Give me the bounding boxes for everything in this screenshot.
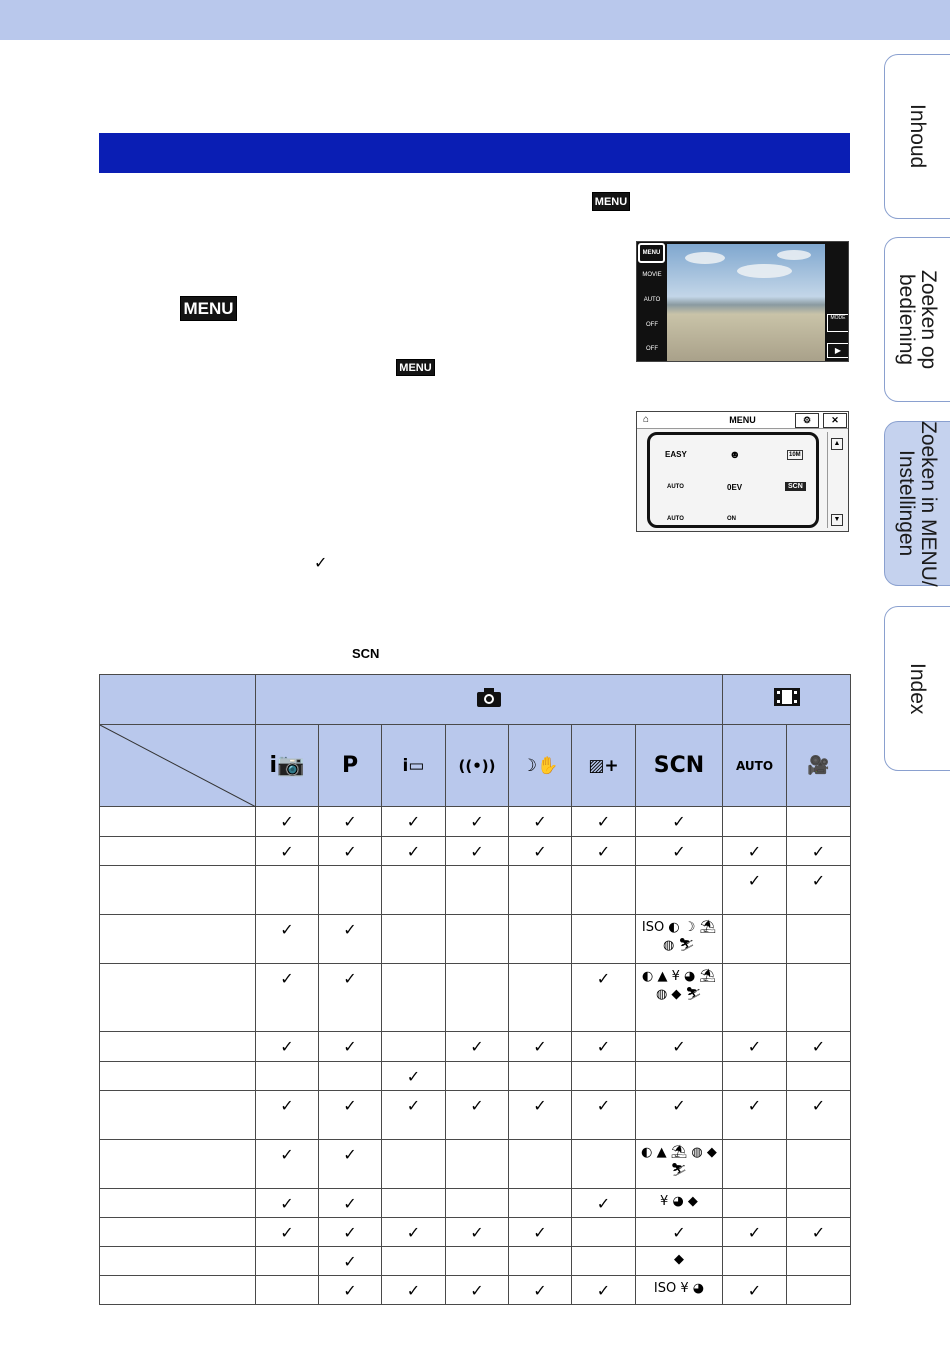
row-label-cell bbox=[100, 837, 256, 866]
empty-cell bbox=[509, 1247, 572, 1276]
check-cell: ✓ bbox=[509, 1091, 572, 1140]
white-balance-item[interactable]: AUTO bbox=[667, 484, 684, 490]
check-cell: ✓ bbox=[382, 1276, 446, 1305]
check-cell: ✓ bbox=[572, 837, 636, 866]
scroll-down-icon[interactable]: ▼ bbox=[831, 514, 843, 526]
empty-cell bbox=[446, 915, 509, 964]
empty-cell bbox=[787, 1189, 851, 1218]
check-cell: ✓ bbox=[723, 1032, 787, 1062]
row-label-cell bbox=[100, 1247, 256, 1276]
row-label-cell bbox=[100, 915, 256, 964]
easy-item[interactable]: EASY bbox=[665, 450, 687, 459]
check-cell: ✓ bbox=[723, 1276, 787, 1305]
table-row bbox=[100, 807, 851, 837]
empty-cell bbox=[382, 964, 446, 1032]
drive-mode-button[interactable]: OFF bbox=[646, 346, 658, 352]
scene-icons-cell: ◐ ▲ ⛱ ◍ ◆ ⛷ bbox=[636, 1140, 723, 1189]
empty-cell bbox=[509, 964, 572, 1032]
check-cell: ✓ bbox=[256, 1218, 319, 1247]
tab-label: Zoeken in MENU/ Instellingen bbox=[895, 420, 940, 587]
check-cell: ✓ bbox=[319, 807, 382, 837]
empty-cell bbox=[319, 1062, 382, 1091]
tab-zoeken-op-bediening[interactable] bbox=[884, 237, 950, 402]
check-cell: ✓ bbox=[382, 837, 446, 866]
scene-item[interactable]: SCN bbox=[785, 482, 806, 491]
mode-handheld-twilight-icon: ☽✋ bbox=[509, 725, 572, 807]
empty-cell bbox=[256, 1276, 319, 1305]
check-cell: ✓ bbox=[319, 1140, 382, 1189]
section-heading-band bbox=[99, 133, 850, 173]
image-size-item[interactable]: 10M bbox=[789, 452, 801, 458]
check-cell: ✓ bbox=[319, 1276, 382, 1305]
flash-button[interactable]: AUTO bbox=[643, 297, 661, 303]
table-row bbox=[100, 1189, 851, 1218]
menu-button[interactable]: MENU bbox=[638, 243, 665, 263]
tab-inhoud[interactable] bbox=[884, 54, 950, 219]
tab-index[interactable] bbox=[884, 606, 950, 771]
empty-cell bbox=[787, 964, 851, 1032]
check-cell: ✓ bbox=[723, 1218, 787, 1247]
menu-icon: MENU bbox=[396, 359, 435, 376]
empty-cell bbox=[382, 915, 446, 964]
camera-icon bbox=[475, 685, 503, 709]
table-row bbox=[100, 1140, 851, 1189]
check-cell: ✓ bbox=[636, 807, 723, 837]
check-cell: ✓ bbox=[319, 1247, 382, 1276]
empty-cell bbox=[723, 915, 787, 964]
check-cell: ✓ bbox=[787, 866, 851, 915]
check-cell: ✓ bbox=[382, 1062, 446, 1091]
empty-cell bbox=[787, 1140, 851, 1189]
empty-cell bbox=[509, 1189, 572, 1218]
empty-cell bbox=[446, 1247, 509, 1276]
close-button[interactable]: ✕ bbox=[823, 413, 847, 428]
check-cell: ✓ bbox=[509, 807, 572, 837]
check-cell: ✓ bbox=[446, 1218, 509, 1247]
empty-cell bbox=[256, 1062, 319, 1091]
menu-icon: MENU bbox=[592, 192, 630, 211]
smile-item[interactable]: ☻ bbox=[729, 449, 741, 461]
check-cell: ✓ bbox=[256, 1032, 319, 1062]
check-cell: ✓ bbox=[509, 837, 572, 866]
table-row bbox=[100, 1032, 851, 1062]
check-cell: ✓ bbox=[723, 837, 787, 866]
check-cell: ✓ bbox=[382, 1218, 446, 1247]
movie-group-header bbox=[723, 675, 851, 725]
empty-cell bbox=[723, 964, 787, 1032]
empty-cell bbox=[787, 915, 851, 964]
blank-header-cell bbox=[100, 675, 256, 725]
tab-zoeken-in-menu[interactable] bbox=[884, 421, 950, 586]
empty-cell bbox=[446, 1140, 509, 1189]
check-cell: ✓ bbox=[256, 1140, 319, 1189]
row-label-cell bbox=[100, 1062, 256, 1091]
mode-movie-underwater-icon: 🎥 bbox=[787, 725, 851, 807]
menu-header bbox=[637, 412, 848, 429]
table-row bbox=[100, 837, 851, 866]
check-cell: ✓ bbox=[572, 1189, 636, 1218]
empty-cell bbox=[446, 866, 509, 915]
metering-item[interactable]: AUTO bbox=[667, 516, 684, 522]
availability-table bbox=[99, 674, 851, 1305]
tab-label: Index bbox=[906, 662, 929, 715]
check-cell: ✓ bbox=[256, 1091, 319, 1140]
empty-cell bbox=[319, 866, 382, 915]
empty-cell bbox=[572, 1062, 636, 1091]
mode-sweep-panorama-icon: i▭ bbox=[382, 725, 446, 807]
row-label-cell bbox=[100, 1091, 256, 1140]
scene-icons-cell: ◐ ▲ ¥ ◕ ⛱ ◍ ◆ ⛷ bbox=[636, 964, 723, 1032]
landscape-photo bbox=[667, 244, 825, 361]
check-cell: ✓ bbox=[319, 837, 382, 866]
movie-icon bbox=[772, 686, 802, 708]
empty-cell bbox=[572, 1247, 636, 1276]
check-cell: ✓ bbox=[723, 1091, 787, 1140]
mode-program-icon: P bbox=[319, 725, 382, 807]
check-icon: ✓ bbox=[314, 553, 328, 572]
scn-icon: SCN bbox=[352, 646, 380, 661]
check-cell: ✓ bbox=[319, 1189, 382, 1218]
scene-icons-cell: ¥ ◕ ◆ bbox=[636, 1189, 723, 1218]
tab-label: Inhoud bbox=[906, 104, 929, 169]
table-row bbox=[100, 866, 851, 915]
scroll-up-icon[interactable]: ▲ bbox=[831, 438, 843, 450]
empty-cell bbox=[723, 807, 787, 837]
check-cell: ✓ bbox=[509, 1032, 572, 1062]
empty-cell bbox=[572, 1218, 636, 1247]
empty-cell bbox=[572, 1140, 636, 1189]
self-timer-button[interactable]: OFF bbox=[646, 322, 658, 328]
mode-scene-icon: SCN bbox=[636, 725, 723, 807]
table-row bbox=[100, 915, 851, 964]
empty-cell bbox=[446, 1189, 509, 1218]
check-cell: ✓ bbox=[256, 837, 319, 866]
mode-backlight-hdr-icon: ▨+ bbox=[572, 725, 636, 807]
table-row bbox=[100, 1062, 851, 1091]
empty-cell bbox=[509, 866, 572, 915]
table-row bbox=[100, 1218, 851, 1247]
scene-icons-cell: ISO ¥ ◕ bbox=[636, 1276, 723, 1305]
empty-cell bbox=[636, 866, 723, 915]
check-cell: ✓ bbox=[446, 1091, 509, 1140]
check-cell: ✓ bbox=[319, 964, 382, 1032]
empty-cell bbox=[572, 915, 636, 964]
top-bar bbox=[0, 0, 950, 40]
check-cell: ✓ bbox=[256, 807, 319, 837]
check-cell: ✓ bbox=[787, 1032, 851, 1062]
empty-cell bbox=[446, 1062, 509, 1091]
table-row bbox=[100, 964, 851, 1032]
empty-cell bbox=[572, 866, 636, 915]
check-cell: ✓ bbox=[446, 807, 509, 837]
camera-screen-shooting bbox=[636, 241, 849, 362]
menu-icon: MENU bbox=[180, 296, 237, 321]
empty-cell bbox=[723, 1247, 787, 1276]
empty-cell bbox=[446, 964, 509, 1032]
check-cell: ✓ bbox=[256, 1189, 319, 1218]
tab-label: Zoeken op bediening bbox=[895, 269, 940, 370]
diagonal-header-cell bbox=[100, 725, 256, 807]
check-cell: ✓ bbox=[446, 1276, 509, 1305]
scene-icons-cell: ◆ bbox=[636, 1247, 723, 1276]
row-label-cell bbox=[100, 1032, 256, 1062]
check-cell: ✓ bbox=[256, 964, 319, 1032]
still-image-group-header bbox=[256, 675, 723, 725]
empty-cell bbox=[509, 915, 572, 964]
check-cell: ✓ bbox=[446, 1032, 509, 1062]
empty-cell bbox=[382, 1247, 446, 1276]
empty-cell bbox=[787, 1276, 851, 1305]
row-label-cell bbox=[100, 1276, 256, 1305]
check-cell: ✓ bbox=[787, 1091, 851, 1140]
empty-cell bbox=[723, 1140, 787, 1189]
empty-cell bbox=[787, 807, 851, 837]
dro-item[interactable]: ON bbox=[727, 516, 736, 522]
row-label-cell bbox=[100, 807, 256, 837]
row-label-cell bbox=[100, 1218, 256, 1247]
mode-antiblur-icon: ((•)) bbox=[446, 725, 509, 807]
empty-cell bbox=[787, 1247, 851, 1276]
check-cell: ✓ bbox=[319, 915, 382, 964]
settings-icon[interactable]: ⚙ bbox=[795, 413, 819, 428]
movie-button[interactable]: MOVIE bbox=[642, 272, 662, 278]
menu-title: MENU bbox=[729, 415, 756, 425]
camera-screen-menu bbox=[636, 411, 849, 532]
table-row bbox=[100, 1091, 851, 1140]
check-cell: ✓ bbox=[572, 1032, 636, 1062]
table-row bbox=[100, 1247, 851, 1276]
row-label-cell bbox=[100, 1140, 256, 1189]
check-cell: ✓ bbox=[319, 1091, 382, 1140]
scrollbar[interactable] bbox=[827, 432, 844, 528]
check-cell: ✓ bbox=[572, 964, 636, 1032]
empty-cell bbox=[723, 1062, 787, 1091]
check-cell: ✓ bbox=[572, 807, 636, 837]
mode-intelligent-auto-icon: i📷 bbox=[256, 725, 319, 807]
check-cell: ✓ bbox=[509, 1276, 572, 1305]
check-cell: ✓ bbox=[382, 807, 446, 837]
check-cell: ✓ bbox=[636, 1032, 723, 1062]
check-cell: ✓ bbox=[256, 915, 319, 964]
empty-cell bbox=[382, 1140, 446, 1189]
check-cell: ✓ bbox=[382, 1091, 446, 1140]
empty-cell bbox=[382, 1189, 446, 1218]
mode-button[interactable]: MODE bbox=[827, 314, 849, 332]
check-cell: ✓ bbox=[572, 1091, 636, 1140]
empty-cell bbox=[509, 1140, 572, 1189]
row-label-cell bbox=[100, 964, 256, 1032]
diagonal-line bbox=[100, 725, 256, 807]
check-cell: ✓ bbox=[787, 837, 851, 866]
scene-icons-cell: ISO ◐ ☽ ⛱ ◍ ⛷ bbox=[636, 915, 723, 964]
empty-cell bbox=[636, 1062, 723, 1091]
check-cell: ✓ bbox=[636, 837, 723, 866]
home-icon[interactable]: ⌂ bbox=[643, 414, 650, 425]
check-cell: ✓ bbox=[446, 837, 509, 866]
row-label-cell bbox=[100, 1189, 256, 1218]
row-label-cell bbox=[100, 866, 256, 915]
exposure-item[interactable]: 0EV bbox=[727, 483, 743, 492]
empty-cell bbox=[787, 1062, 851, 1091]
menu-highlight-frame bbox=[647, 432, 819, 528]
empty-cell bbox=[723, 1189, 787, 1218]
check-cell: ✓ bbox=[572, 1276, 636, 1305]
check-cell: ✓ bbox=[509, 1218, 572, 1247]
check-cell: ✓ bbox=[636, 1091, 723, 1140]
check-cell: ✓ bbox=[319, 1218, 382, 1247]
check-cell: ✓ bbox=[787, 1218, 851, 1247]
empty-cell bbox=[382, 1032, 446, 1062]
table-row bbox=[100, 1276, 851, 1305]
check-cell: ✓ bbox=[636, 1218, 723, 1247]
empty-cell bbox=[256, 1247, 319, 1276]
empty-cell bbox=[256, 866, 319, 915]
empty-cell bbox=[382, 866, 446, 915]
empty-cell bbox=[509, 1062, 572, 1091]
mode-movie-auto-icon: AUTO bbox=[723, 725, 787, 807]
playback-button[interactable]: ▶ bbox=[827, 343, 849, 358]
check-cell: ✓ bbox=[319, 1032, 382, 1062]
check-cell: ✓ bbox=[723, 866, 787, 915]
